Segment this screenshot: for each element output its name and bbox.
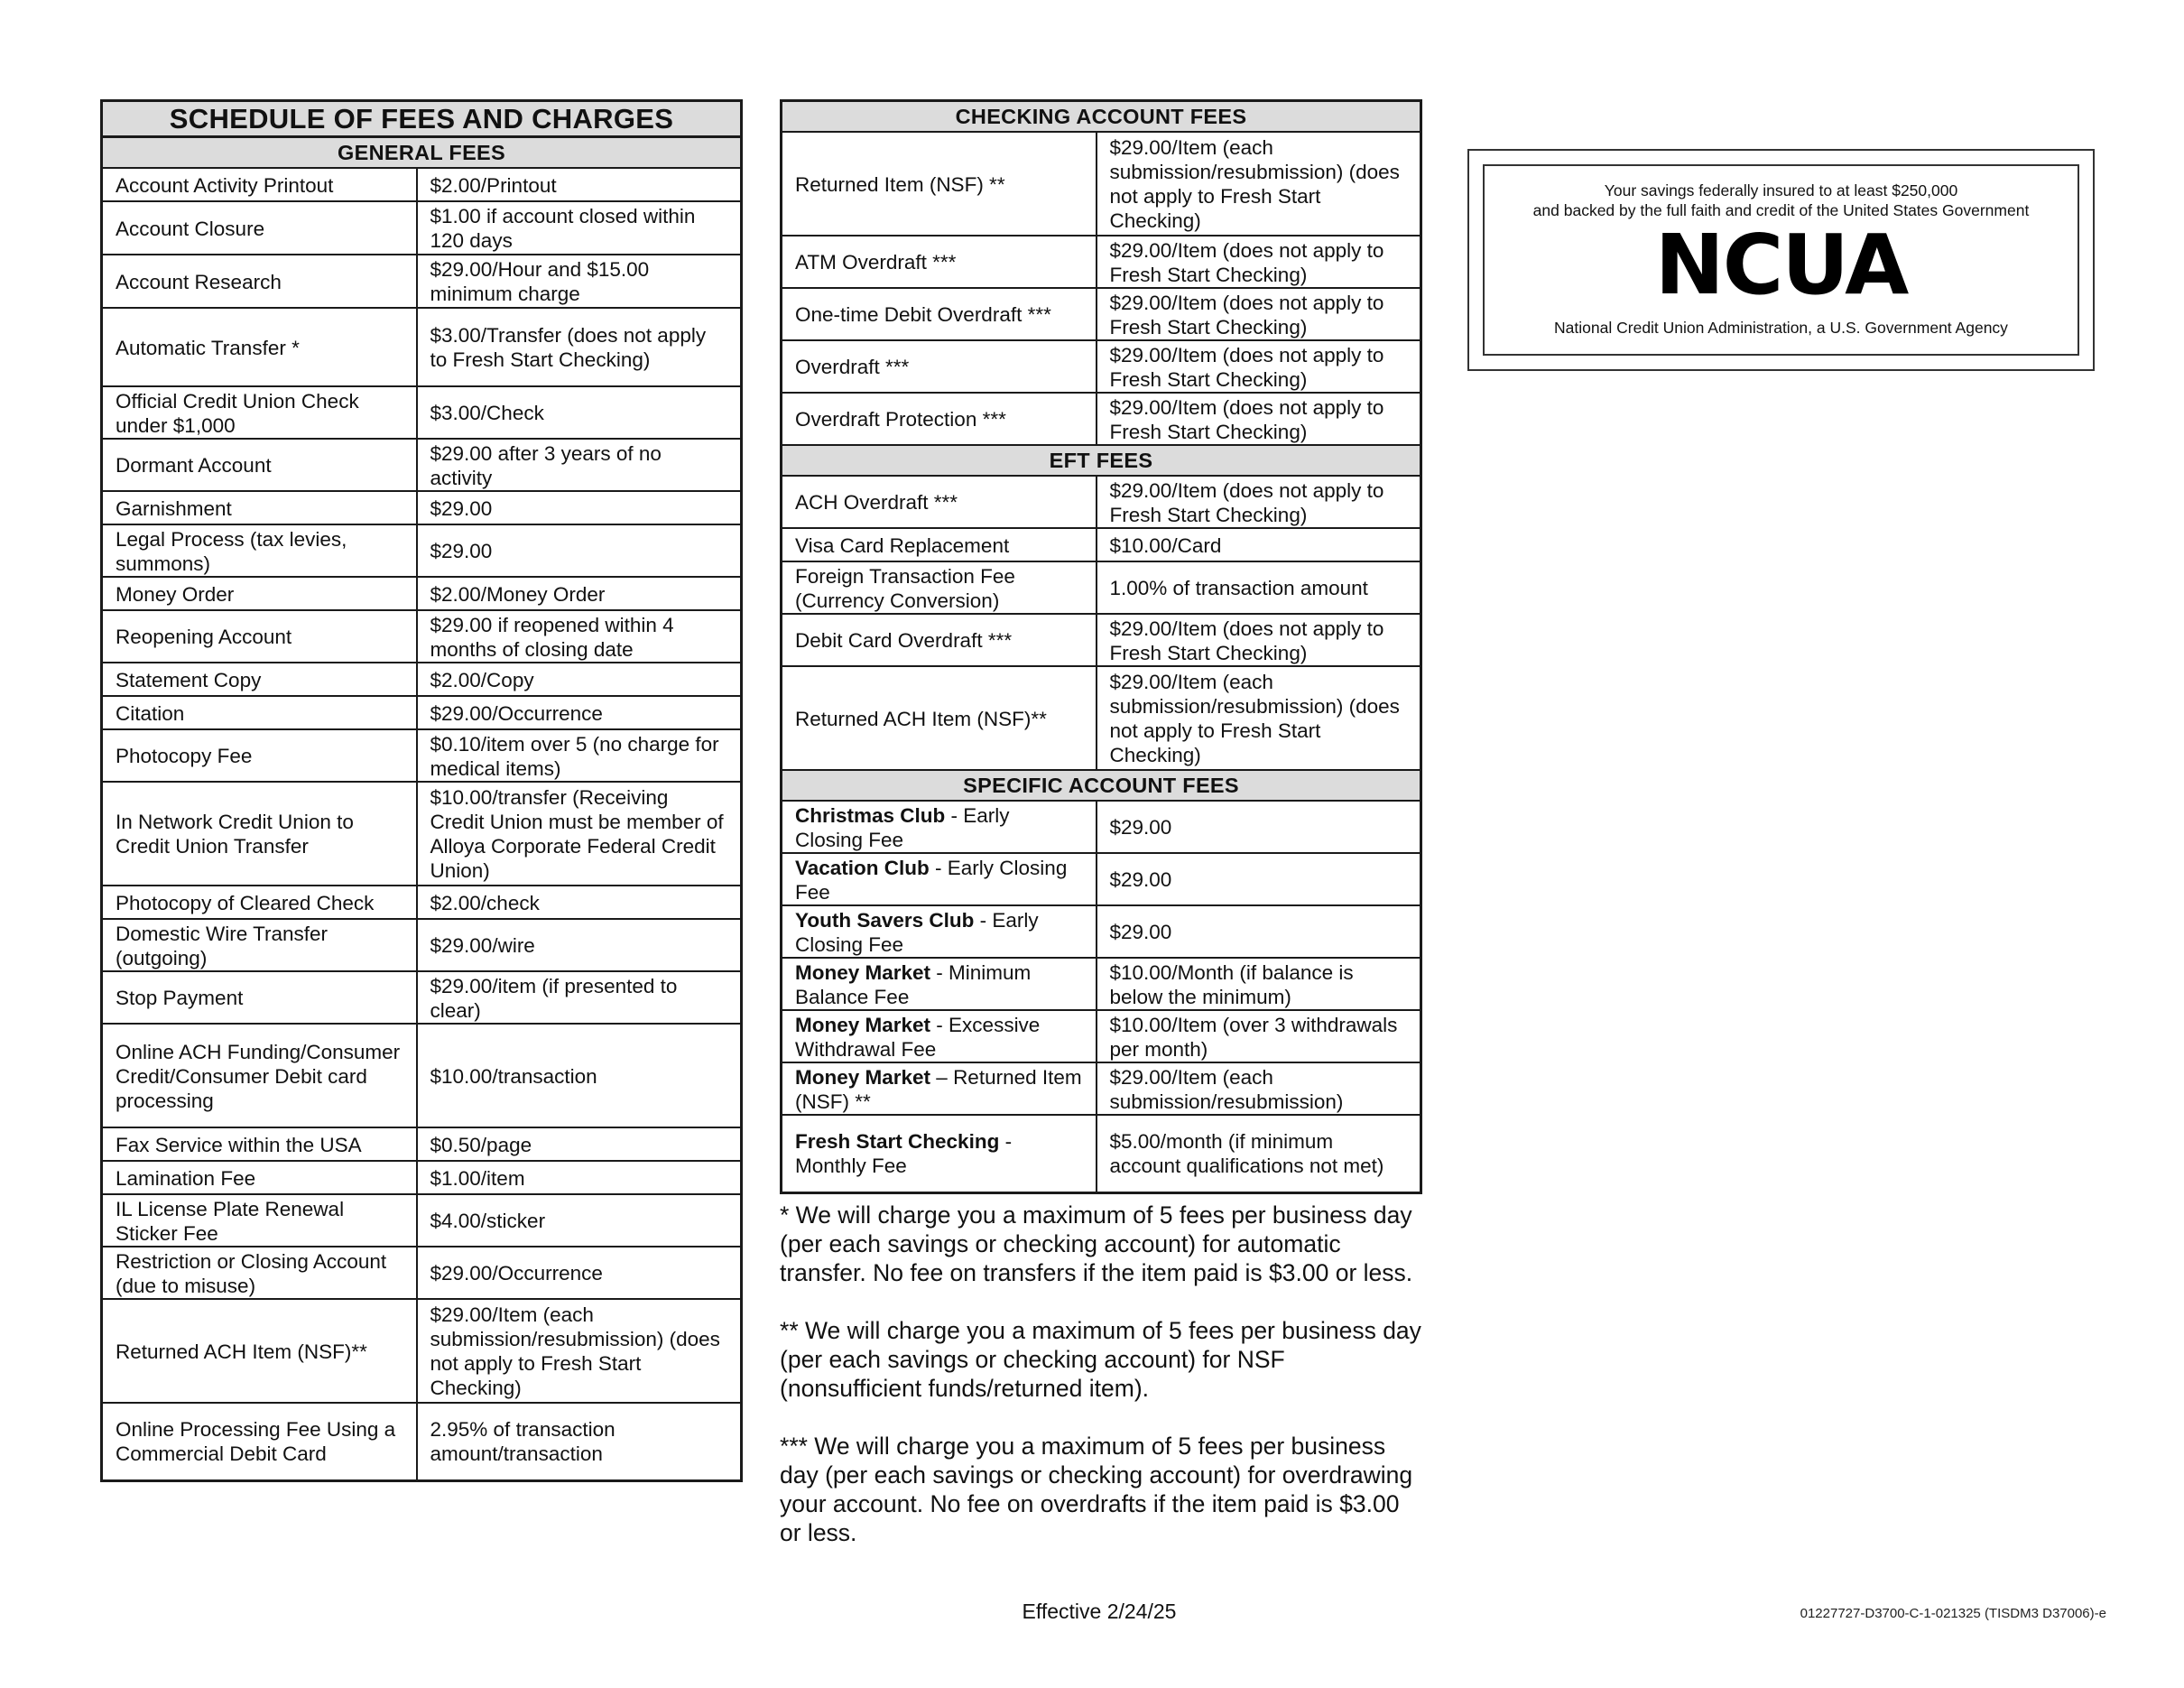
fee-name bbox=[782, 1062, 1097, 1115]
table-row bbox=[782, 905, 1421, 958]
fee-name: Stop Payment bbox=[102, 971, 417, 1024]
fee-name: Returned ACH Item (NSF)** bbox=[102, 1299, 417, 1403]
eft-fees-heading: EFT FEES bbox=[782, 445, 1421, 476]
fee-amount: $29.00/Item (does not apply to Fresh Start Checking) bbox=[1097, 288, 1421, 340]
fee-name: ACH Overdraft *** bbox=[782, 476, 1097, 528]
table-row bbox=[102, 1127, 742, 1161]
fee-amount: $29.00/Occurrence bbox=[417, 1247, 742, 1299]
table-row bbox=[102, 491, 742, 524]
table-row bbox=[782, 528, 1421, 561]
table-row bbox=[102, 439, 742, 491]
fee-amount: $29.00/item (if presented to clear) bbox=[417, 971, 742, 1024]
table-row bbox=[782, 666, 1421, 770]
fee-name bbox=[782, 958, 1097, 1010]
fee-type: - Minimum Balance Fee bbox=[795, 960, 1032, 1008]
checking-fees-heading: CHECKING ACCOUNT FEES bbox=[782, 101, 1421, 133]
table-row bbox=[782, 236, 1421, 288]
fee-name: Legal Process (tax levies, summons) bbox=[102, 524, 417, 577]
table-row bbox=[102, 577, 742, 610]
table-row bbox=[782, 958, 1421, 1010]
fee-name: Online ACH Funding/Consumer Credit/Consumer Debit card processing bbox=[102, 1024, 417, 1127]
fee-name: Overdraft *** bbox=[782, 340, 1097, 393]
table-row bbox=[782, 801, 1421, 853]
footnote-overdraft: *** We will charge you a maximum of 5 fees per business day (per each savings or checking account) for overdrawing your account. No fee on overdrafts if the item paid is $3.00 or less. bbox=[780, 1433, 1413, 1546]
fee-amount: $29.00/Item (each submission/resubmission) (does not apply to Fresh Start Checking) bbox=[417, 1299, 742, 1403]
table-row bbox=[782, 614, 1421, 666]
ncua-insured-line: Your savings federally insured to at least $250,000 bbox=[1604, 181, 1958, 199]
account-name: Youth Savers Club bbox=[795, 908, 975, 932]
footnote-nsf: ** We will charge you a maximum of 5 fees per business day (per each savings or checking account) for NSF (nonsufficient funds/returned item). bbox=[780, 1317, 1421, 1402]
fee-name: Statement Copy bbox=[102, 663, 417, 696]
fee-amount: $5.00/month (if minimum account qualifications not met) bbox=[1097, 1115, 1421, 1192]
ncua-logo: NCUA bbox=[1654, 217, 1908, 313]
fee-name: Money Order bbox=[102, 577, 417, 610]
fee-amount: $2.00/Printout bbox=[417, 168, 742, 201]
fee-amount: $29.00/Item (does not apply to Fresh Start Checking) bbox=[1097, 393, 1421, 445]
table-row bbox=[102, 663, 742, 696]
table-row bbox=[102, 729, 742, 782]
fee-amount: $29.00 bbox=[1097, 801, 1421, 853]
general-fees-heading: GENERAL FEES bbox=[102, 137, 742, 169]
fee-name: IL License Plate Renewal Sticker Fee bbox=[102, 1194, 417, 1247]
fee-name: Official Credit Union Check under $1,000 bbox=[102, 386, 417, 439]
footnotes bbox=[780, 1201, 1422, 1576]
account-name: Money Market bbox=[795, 1013, 931, 1036]
fee-amount: $29.00/Hour and $15.00 minimum charge bbox=[417, 255, 742, 308]
ncua-agency-line: National Credit Union Administration, a U.S. Government Agency bbox=[1554, 319, 2008, 337]
ncua-backed-line: and backed by the full faith and credit of the United States Government bbox=[1532, 201, 2030, 219]
account-name: Vacation Club bbox=[795, 856, 930, 879]
fee-amount: $29.00 if reopened within 4 months of closing date bbox=[417, 610, 742, 663]
fee-name: Photocopy Fee bbox=[102, 729, 417, 782]
ncua-inner-border bbox=[1483, 164, 2079, 356]
fee-name: ATM Overdraft *** bbox=[782, 236, 1097, 288]
table-row bbox=[102, 201, 742, 255]
fee-name: Photocopy of Cleared Check bbox=[102, 886, 417, 919]
fee-name: Dormant Account bbox=[102, 439, 417, 491]
document-code: 01227727-D3700-C-1-021325 (TISDM3 D37006)-e bbox=[1800, 1606, 2106, 1621]
fee-name: Reopening Account bbox=[102, 610, 417, 663]
table-row bbox=[782, 393, 1421, 445]
fee-amount: $10.00/Month (if balance is below the minimum) bbox=[1097, 958, 1421, 1010]
fee-amount: $29.00/Item (does not apply to Fresh Start Checking) bbox=[1097, 340, 1421, 393]
fee-name: Online Processing Fee Using a Commercial Debit Card bbox=[102, 1403, 417, 1480]
fee-amount: $29.00 bbox=[1097, 853, 1421, 905]
fee-name: Fax Service within the USA bbox=[102, 1127, 417, 1161]
fee-name: Domestic Wire Transfer (outgoing) bbox=[102, 919, 417, 971]
fee-name bbox=[782, 1010, 1097, 1062]
fee-amount: $29.00/Item (does not apply to Fresh Start Checking) bbox=[1097, 614, 1421, 666]
fee-amount: $3.00/Check bbox=[417, 386, 742, 439]
checking-eft-specific-fees-table bbox=[780, 99, 1422, 1194]
fee-name: Visa Card Replacement bbox=[782, 528, 1097, 561]
fee-amount: $29.00/Item (each submission/resubmission) (does not apply to Fresh Start Checking) bbox=[1097, 132, 1421, 236]
fee-amount: $29.00 bbox=[417, 491, 742, 524]
ncua-insurance-notice bbox=[1467, 149, 2095, 371]
fee-name: Account Closure bbox=[102, 201, 417, 255]
table-row bbox=[782, 853, 1421, 905]
table-row bbox=[102, 524, 742, 577]
fee-name bbox=[782, 853, 1097, 905]
table-row bbox=[102, 386, 742, 439]
fee-amount: $29.00/Item (does not apply to Fresh Start Checking) bbox=[1097, 476, 1421, 528]
table-row bbox=[102, 610, 742, 663]
fee-name: Account Research bbox=[102, 255, 417, 308]
fee-amount: $29.00/Item (each submission/resubmission) (does not apply to Fresh Start Checking) bbox=[1097, 666, 1421, 770]
fee-name: Citation bbox=[102, 696, 417, 729]
table-row bbox=[782, 1010, 1421, 1062]
fee-name bbox=[782, 801, 1097, 853]
fee-amount: $10.00/Item (over 3 withdrawals per month) bbox=[1097, 1010, 1421, 1062]
fee-amount: $2.00/Money Order bbox=[417, 577, 742, 610]
fee-type: - Monthly Fee bbox=[795, 1130, 1013, 1178]
table-row bbox=[102, 168, 742, 201]
fee-amount: $0.10/item over 5 (no charge for medical items) bbox=[417, 729, 742, 782]
table-row bbox=[102, 886, 742, 919]
fee-type: - Early Closing Fee bbox=[795, 856, 1068, 904]
fee-name: Garnishment bbox=[102, 491, 417, 524]
effective-date: Effective 2/24/25 bbox=[1022, 1600, 1177, 1623]
table-row bbox=[102, 782, 742, 886]
fee-amount: $0.50/page bbox=[417, 1127, 742, 1161]
table-row bbox=[102, 1161, 742, 1194]
fee-name: Returned ACH Item (NSF)** bbox=[782, 666, 1097, 770]
table-row bbox=[782, 132, 1421, 236]
fee-amount: $10.00/transfer (Receiving Credit Union must be member of Alloya Corporate Federal Credit Union) bbox=[417, 782, 742, 886]
fee-name: Overdraft Protection *** bbox=[782, 393, 1097, 445]
account-name: Fresh Start Checking bbox=[795, 1130, 1000, 1154]
fee-type: - Early Closing Fee bbox=[795, 908, 1039, 956]
fee-amount: $2.00/Copy bbox=[417, 663, 742, 696]
fee-name: Lamination Fee bbox=[102, 1161, 417, 1194]
fee-name: Foreign Transaction Fee (Currency Conversion) bbox=[782, 561, 1097, 614]
fee-name: Account Activity Printout bbox=[102, 168, 417, 201]
fee-type: – Returned Item (NSF) ** bbox=[795, 1065, 1082, 1113]
fee-name: Returned Item (NSF) ** bbox=[782, 132, 1097, 236]
fee-amount: $3.00/Transfer (does not apply to Fresh Start Checking) bbox=[417, 308, 742, 386]
fee-amount: $29.00/Occurrence bbox=[417, 696, 742, 729]
table-row bbox=[102, 696, 742, 729]
table-row bbox=[102, 971, 742, 1024]
table-row bbox=[782, 1062, 1421, 1115]
fee-amount: $10.00/Card bbox=[1097, 528, 1421, 561]
table-row bbox=[782, 340, 1421, 393]
fee-name bbox=[782, 1115, 1097, 1192]
fee-amount: 1.00% of transaction amount bbox=[1097, 561, 1421, 614]
table-row bbox=[782, 288, 1421, 340]
table-row bbox=[782, 476, 1421, 528]
fee-amount: $29.00 bbox=[417, 524, 742, 577]
account-name: Money Market bbox=[795, 960, 931, 984]
account-name: Christmas Club bbox=[795, 803, 946, 827]
table-row bbox=[102, 1247, 742, 1299]
table-row bbox=[102, 1024, 742, 1127]
table-row bbox=[782, 1115, 1421, 1192]
table-row bbox=[102, 1403, 742, 1480]
account-name: Money Market bbox=[795, 1065, 931, 1089]
table-row bbox=[102, 308, 742, 386]
fee-amount: $2.00/check bbox=[417, 886, 742, 919]
specific-fees-heading: SPECIFIC ACCOUNT FEES bbox=[782, 770, 1421, 801]
fee-name bbox=[782, 905, 1097, 958]
fee-amount: $29.00/wire bbox=[417, 919, 742, 971]
fee-amount: $29.00/Item (each submission/resubmission) bbox=[1097, 1062, 1421, 1115]
schedule-title: SCHEDULE OF FEES AND CHARGES bbox=[102, 101, 742, 137]
table-row bbox=[102, 255, 742, 308]
fee-amount: $29.00 bbox=[1097, 905, 1421, 958]
fee-name: Automatic Transfer * bbox=[102, 308, 417, 386]
fee-amount: $29.00/Item (does not apply to Fresh Start Checking) bbox=[1097, 236, 1421, 288]
table-row bbox=[782, 561, 1421, 614]
fee-type: - Early Closing Fee bbox=[795, 803, 1010, 851]
fee-amount: $4.00/sticker bbox=[417, 1194, 742, 1247]
fee-amount: $10.00/transaction bbox=[417, 1024, 742, 1127]
fee-amount: $1.00 if account closed within 120 days bbox=[417, 201, 742, 255]
table-row bbox=[102, 1299, 742, 1403]
footnote-automatic-transfer: * We will charge you a maximum of 5 fees per business day (per each savings or checking account) for automatic transfer. No fee on transfers if the item paid is $3.00 or less. bbox=[780, 1201, 1413, 1286]
fee-amount: $1.00/item bbox=[417, 1161, 742, 1194]
fee-type: - Excessive Withdrawal Fee bbox=[795, 1013, 1041, 1061]
table-row bbox=[102, 919, 742, 971]
general-fees-table bbox=[100, 99, 743, 1482]
fee-name: One-time Debit Overdraft *** bbox=[782, 288, 1097, 340]
fee-amount: $29.00 after 3 years of no activity bbox=[417, 439, 742, 491]
fee-amount: 2.95% of transaction amount/transaction bbox=[417, 1403, 742, 1480]
table-row bbox=[102, 1194, 742, 1247]
fee-name: In Network Credit Union to Credit Union Transfer bbox=[102, 782, 417, 886]
fee-name: Restriction or Closing Account (due to misuse) bbox=[102, 1247, 417, 1299]
fee-name: Debit Card Overdraft *** bbox=[782, 614, 1097, 666]
